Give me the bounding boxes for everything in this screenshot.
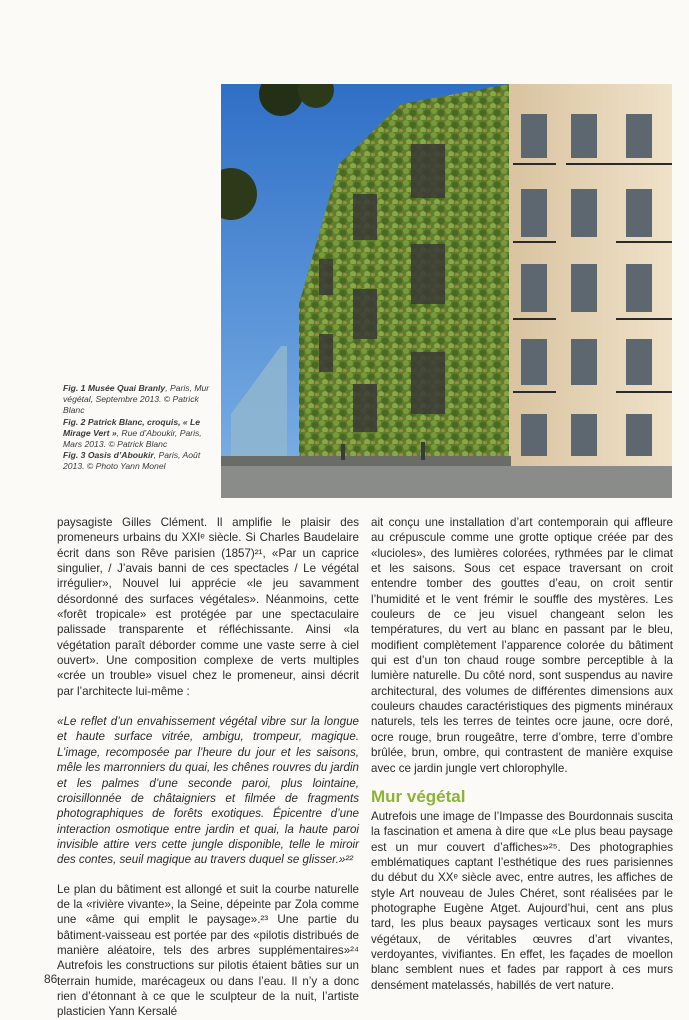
body-paragraph: ait conçu une installation d’art contemporain qui affleure au crépuscule comme une grotte optique créée par des «lucioles», des lumières colorées, rythmées par le climat et les saisons. Sous cet espace traversant on croit entendre tomber des gouttes d’eau, on croit sentir l’humidité et le vent frémir le souffle des mystères. Les couleurs de ce jeu visuel changeant selon les températures, du vert au blanc en passant par le bleu, modifient complètement l’apparence colorée du bâtiment qui est d’un ton chaud rouge sombre perceptible à la lumière naturelle. Du côté nord, sont suspendus au navire architectural, des volumes de différentes dimensions aux couleurs chaudes caractéristiques des pigments minéraux naturels, tels les terres de teintes ocre jaune, ocre doré, ocre rouge, brun rougeâtre, terre d’ombre, terre d’ombre brûlée, brun, ombre, qui contrastent de manière exquise avec ce jardin jungle vert chlorophylle. xyxy=(371,516,673,775)
caption-fig-1: Fig. 1 Musée Quai Branly, Paris, Mur végétal, Septembre 2013. © Patrick Blanc xyxy=(63,383,210,416)
body-paragraph: Le plan du bâtiment est allongé et suit la courbe naturelle de la «rivière vivante», la Seine, dépeinte par Zola comme une «âme qui emplit le paysage».²³ Une partie du bâtiment-vaisseau est portée par des «pilotis distribués de manière aléatoire, tels des arbres supplémentaires»²⁴ Autrefois les constructions sur pilotis étaient bâties sur un terrain humide, marécageux ou dans l’eau. Il n’y a donc rien d’étonnant à ce que le sculpteur de la nuit, l’artiste plasticien Yann Kersalé xyxy=(57,882,359,1019)
caption-fig-3: Fig. 3 Oasis d’Aboukir, Paris, Août 2013. © Photo Yann Monel xyxy=(63,450,201,472)
body-paragraph: Autrefois une image de l’Impasse des Bourdonnais suscita la fascination et amena à dire que «Le plus beau paysage est un mur couvert d’affiches»²⁵. Des photographies emblématiques captant l’esthétique des rues parisiennes du début du XXᵉ siècle avec, entre autres, les affiches de style Art nouveau de Jules Chéret, sont réalisées par le photographe Eugène Atget. Aujourd’hui, cent ans plus tard, les plus beaux paysages verticaux sont les murs végétaux, de véritables œuvres d’art vivantes, verdoyantes, vivifiantes. En effet, les façades de moellon blanc semblent nues et fades par rapport à ces murs densément matelassés, habillés de vert nature. xyxy=(371,809,673,992)
figure-captions xyxy=(63,383,213,473)
left-text-column xyxy=(57,515,359,1020)
body-paragraph: paysagiste Gilles Clément. Il amplifie le plaisir des promeneurs urbains du XXIᵉ siècle. Si Charles Baudelaire écrit dans son Rêve parisien (1857)²¹, «Par un caprice singulier, / J’avais banni de ces spectacles / Le végétal irrégulier», Nouvel lui apprécie «le jeu savamment désordonné des surfaces végétales». Néanmoins, cette «forêt tropicale» est protégée par une spectaculaire palissade transparente et réfléchissante. Ainsi «la végétation paraît déborder comme une vaste serre à ciel ouvert». Une composition complexe de verts multiples «crée un trouble» visuel chez le promeneur, ainsi décrit par l’architecte lui-même : xyxy=(57,516,359,698)
right-text-column xyxy=(371,515,673,993)
architect-quote: «Le reflet d’un envahissement végétal vibre sur la longue et haute surface vitrée, ambigu, trompeur, magique. L’image, recomposée par l’heure du jour et les saisons, mêle les marronniers du quai, les chênes rouvres du jardin et les palmes d’une seconde paroi, plus lointaine, croisillonnée de châtaigniers et filmée de fragments photographiques de forêts exotiques. Épicentre d’une interaction osmotique entre jardin et quai, la haute paroi invisible attire vers cette jungle disponible, telle le miroir des contes, seuil magique au travers duquel se glisser.»²² xyxy=(57,715,359,867)
page-number: 86 xyxy=(44,972,58,986)
section-title: Mur végétal xyxy=(371,786,466,806)
green-wall-photo xyxy=(221,84,672,498)
caption-fig-2: Fig. 2 Patrick Blanc, croquis, « Le Mirage Vert », Rue d’Aboukir, Paris, Mars 2013. © Patrick Blanc xyxy=(63,416,202,450)
